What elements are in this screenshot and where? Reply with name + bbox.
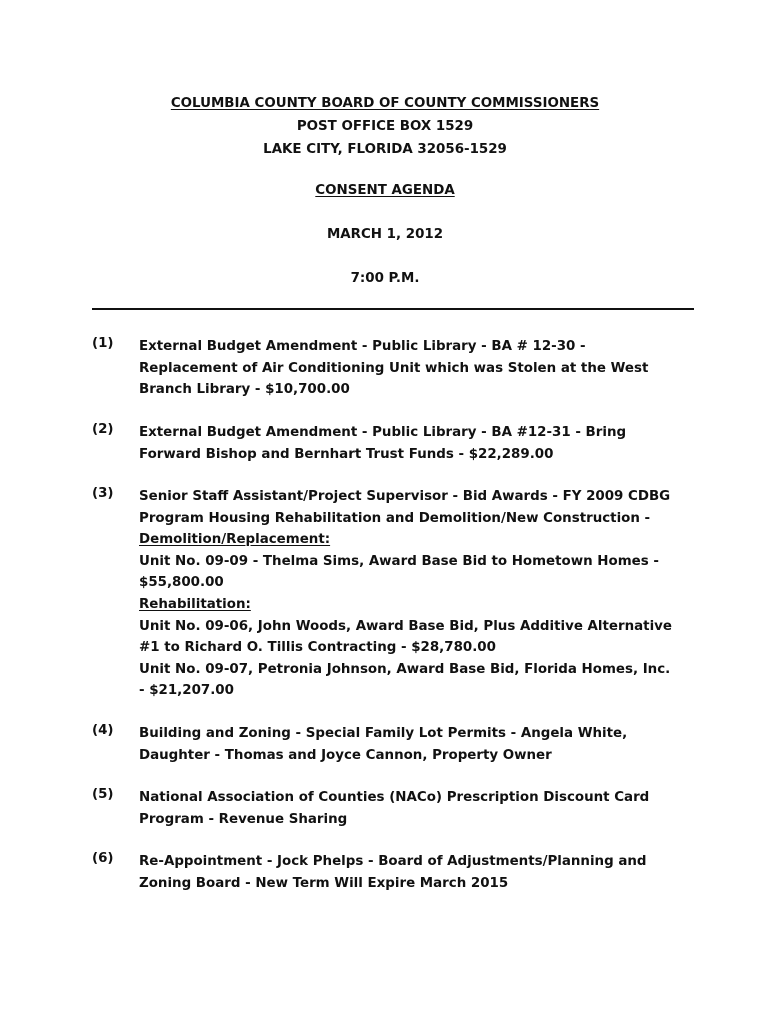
organization-name: COLUMBIA COUNTY BOARD OF COUNTY COMMISSIONERS [170, 96, 600, 111]
item-line: Forward Bishop and Bernhart Trust Funds - $22,289.00 [139, 446, 554, 462]
item-line: Unit No. 09-06, John Woods, Award Base Bid, Plus Additive Alternative [139, 618, 672, 634]
item-text [139, 851, 699, 894]
item-line: Re-Appointment - Jock Phelps - Board of Adjustments/Planning and [139, 854, 647, 869]
item-number: (4) [92, 723, 114, 738]
section-heading-demolition: Demolition/Replacement: [139, 532, 331, 548]
item-line: Program Housing Rehabilitation and Demolition/New Construction - [139, 510, 651, 526]
item-line: External Budget Amendment - Public Library - BA #12-31 - Bring [139, 425, 627, 440]
item-line: Daughter - Thomas and Joyce Cannon, Property Owner [139, 747, 552, 763]
item-text [139, 723, 699, 766]
header-divider [92, 308, 694, 310]
item-line: Zoning Board - New Term Will Expire March 2015 [139, 875, 509, 891]
po-box: POST OFFICE BOX 1529 [296, 119, 474, 134]
item-line: Branch Library - $10,700.00 [139, 382, 350, 398]
item-line: Senior Staff Assistant/Project Supervisor - Bid Awards - FY 2009 CDBG [139, 489, 671, 504]
item-number: (5) [92, 787, 114, 802]
item-line: $55,800.00 [139, 575, 224, 591]
item-line: Unit No. 09-09 - Thelma Sims, Award Base Bid to Hometown Homes - [139, 553, 659, 569]
agenda-title: CONSENT AGENDA [315, 183, 455, 198]
item-line: External Budget Amendment - Public Library - BA # 12-30 - [139, 339, 586, 354]
item-line: Unit No. 09-07, Petronia Johnson, Award Base Bid, Florida Homes, Inc. [139, 661, 671, 677]
item-text [139, 422, 699, 465]
city-address: LAKE CITY, FLORIDA 32056-1529 [263, 142, 507, 157]
item-number: (6) [92, 851, 114, 866]
meeting-time: 7:00 P.M. [350, 271, 420, 286]
item-line: Building and Zoning - Special Family Lot Permits - Angela White, [139, 726, 628, 741]
item-number: (1) [92, 336, 114, 351]
item-text [139, 486, 699, 702]
item-line: #1 to Richard O. Tillis Contracting - $28,780.00 [139, 640, 496, 656]
item-text [139, 336, 699, 401]
item-line: Replacement of Air Conditioning Unit which was Stolen at the West [139, 360, 649, 376]
item-line: Program - Revenue Sharing [139, 811, 348, 827]
item-line: National Association of Counties (NACo) Prescription Discount Card [139, 790, 650, 805]
section-heading-rehabilitation: Rehabilitation: [139, 596, 251, 612]
item-text [139, 787, 699, 830]
item-number: (3) [92, 486, 114, 501]
item-line: - $21,207.00 [139, 683, 234, 699]
item-number: (2) [92, 422, 114, 437]
meeting-date: MARCH 1, 2012 [326, 227, 444, 242]
